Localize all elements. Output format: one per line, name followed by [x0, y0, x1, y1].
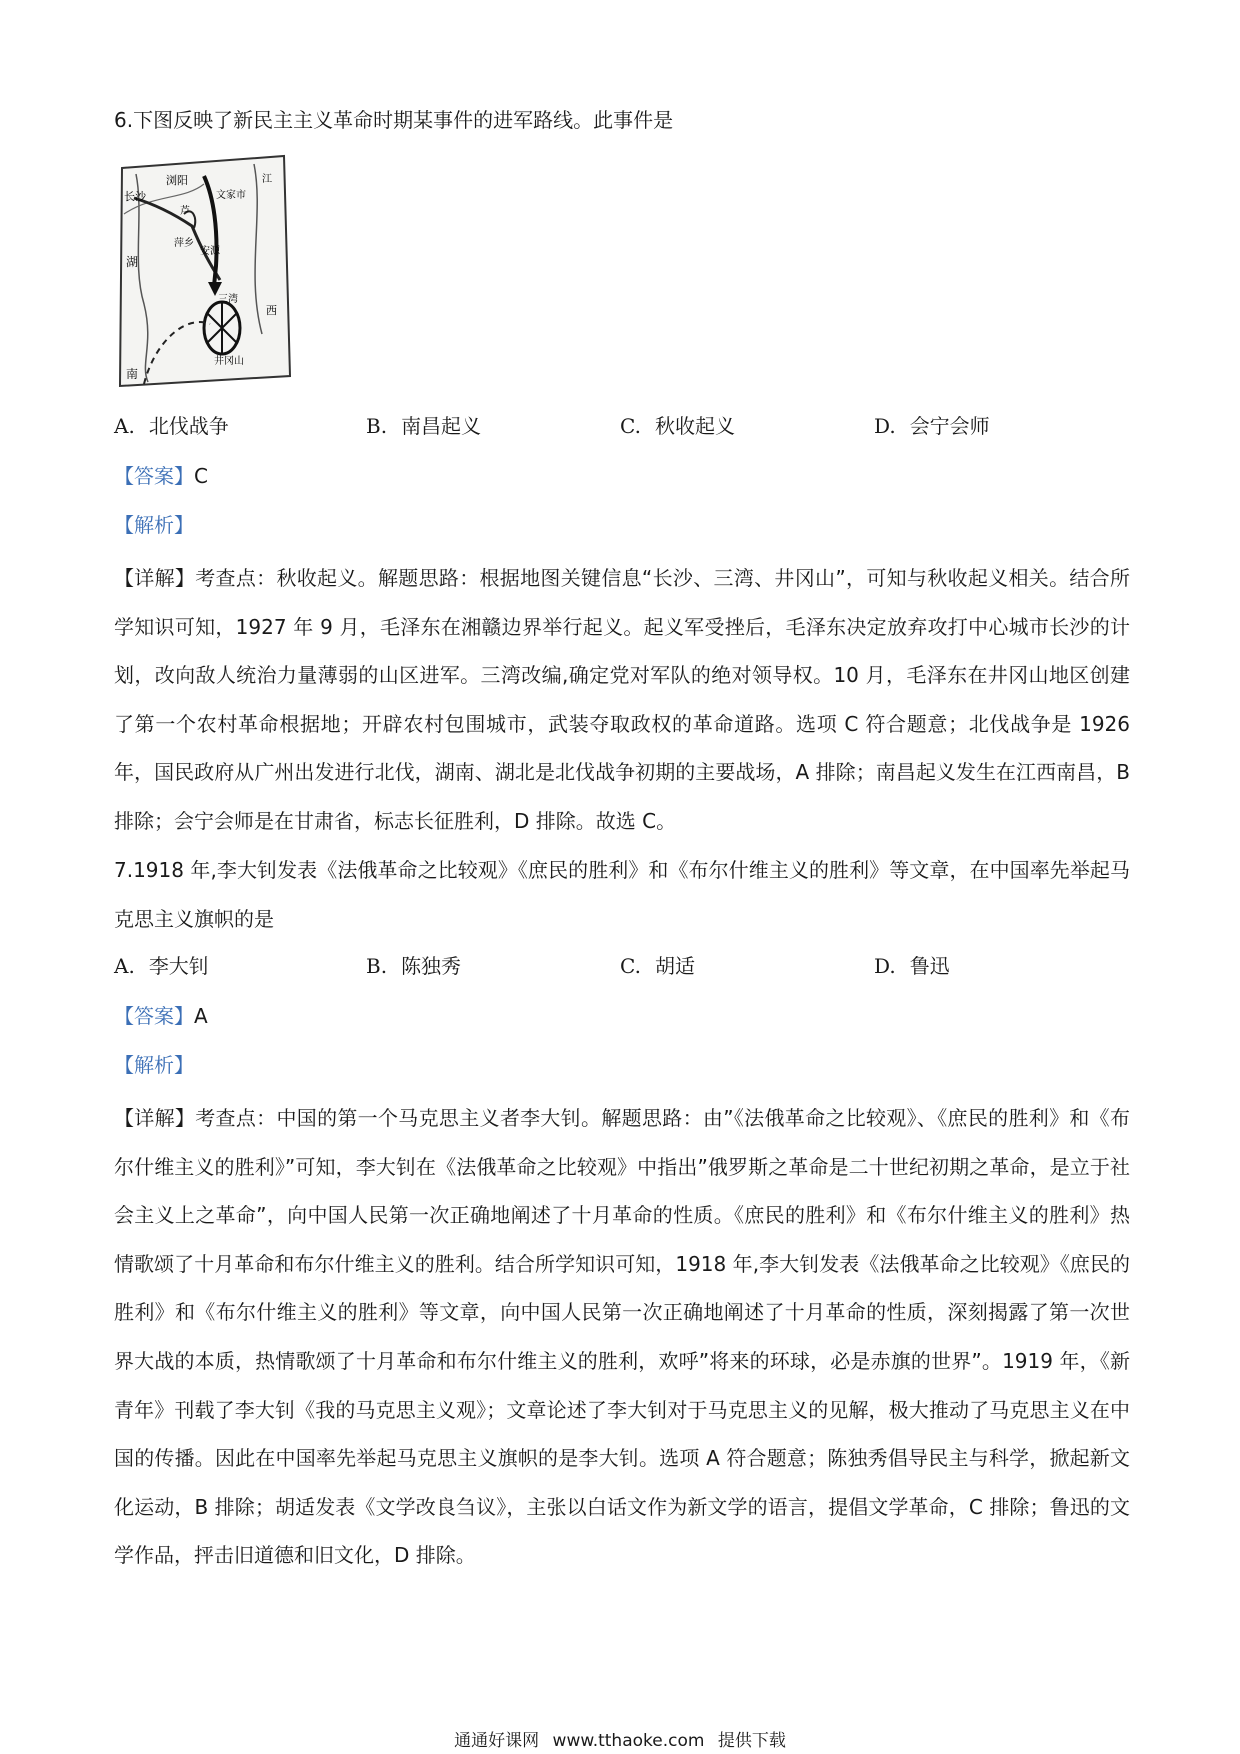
- label-nan: 南: [126, 367, 139, 381]
- q7-answer: [114, 1000, 208, 1029]
- q6-option-d[interactable]: D. 会宁会师: [874, 414, 990, 438]
- label-hu: 湖: [126, 255, 139, 269]
- q7-option-d[interactable]: D. 鲁迅: [874, 954, 950, 978]
- q7-detail: 【详解】考查点：中国的第一个马克思主义者李大钊。解题思路：由”《法俄革命之比较观》、《庶民的胜利》和《布尔什维主义的胜利》”可知，李大钊在《法俄革命之比较观》中指出”俄罗斯之革命是二十世纪初期之革命，是立于社会主义上之革命”，向中国人民第一次正确地阐述了十月革命的性质。《庶民的胜利》和《布尔什维主义的胜利》热情歌颂了十月革命和布尔什维主义的胜利。结合所学知识可知，1918 年,李大钊发表《法俄革命之比较观》《庶民的胜利》和《布尔什维主义的胜利》等文章，向中国人民第一次正确地阐述了十月革命的性质，深刻揭露了第一次世界大战的本质，热情歌颂了十月革命和布尔什维主义的胜利，欢呼”将来的环球，必是赤旗的世界”。1919 年，《新青年》刊载了李大钊《我的马克思主义观》；文章论述了李大钊对于马克思主义的见解，极大推动了马克思主义在中国的传播。因此在中国率先举起马克思主义旗帜的是李大钊。选项 A 符合题意；陈独秀倡导民主与科学，掀起新文化运动，B 排除；胡适发表《文学改良刍议》，主张以白话文作为新文学的语言，提倡文学革命，C 排除；鲁迅的文学作品，抨击旧道德和旧文化，D 排除。: [114, 1106, 1130, 1568]
- q6-option-b[interactable]: B. 南昌起义: [366, 414, 482, 438]
- q6-route-map: [114, 154, 296, 390]
- label-jinggangshan: 井冈山: [214, 356, 244, 367]
- answer-value: A: [194, 1004, 208, 1028]
- label-jiang: 江: [262, 174, 272, 185]
- q7-option-b[interactable]: B. 陈独秀: [366, 954, 462, 978]
- q6-options: [114, 410, 1130, 450]
- q7-title: 7.1918 年,李大钊发表《法俄革命之比较观》《庶民的胜利》和《布尔什维主义的胜利》等文章，在中国率先举起马克思主义旗帜的是: [114, 858, 1130, 931]
- footer-site-name: 通通好课网: [454, 1731, 540, 1751]
- label-wenjiashi: 文家市: [216, 190, 246, 201]
- q6-analysis-label: 【解析】: [114, 513, 194, 537]
- q7-option-a[interactable]: A. 李大钊: [114, 954, 209, 978]
- q6-detail: 【详解】考查点：秋收起义。解题思路：根据地图关键信息“长沙、三湾、井冈山”，可知与秋收起义相关。结合所学知识可知，1927 年 9 月，毛泽东在湘赣边界举行起义。起义军受挫后，毛泽东决定放弃攻打中心城市长沙的计划，改向敌人统治力量薄弱的山区进军。三湾改编,确定党对军队的绝对领导权。10 月，毛泽东在井冈山地区创建了第一个农村革命根据地；开辟农村包围城市，武装夺取政权的革命道路。选项 C 符合题意；北伐战争是 1926 年，国民政府从广州出发进行北伐，湖南、湖北是北伐战争初期的主要战场，A 排除；南昌起义发生在江西南昌，B 排除；会宁会师是在甘肃省，标志长征胜利，D 排除。故选 C。: [114, 566, 1130, 833]
- page-footer: [0, 1726, 1240, 1751]
- q7-analysis-label: 【解析】: [114, 1053, 194, 1077]
- answer-label: 【答案】: [114, 464, 194, 488]
- q6-option-c[interactable]: C. 秋收起义: [620, 414, 735, 438]
- label-pingxiang: 萍乡: [174, 238, 194, 249]
- label-anyuan: 安源: [200, 246, 220, 257]
- q7-option-c[interactable]: C. 胡适: [620, 954, 695, 978]
- q6-answer: [114, 460, 208, 489]
- footer-note: 提供下载: [717, 1731, 786, 1751]
- footer-url[interactable]: www.tthaoke.com: [552, 1731, 705, 1751]
- answer-label: 【答案】: [114, 1004, 194, 1028]
- label-lu: 芦: [180, 206, 190, 217]
- label-changsha: 长沙: [124, 190, 146, 203]
- q6-title: 6.下图反映了新民主主义革命时期某事件的进军路线。此事件是: [114, 108, 674, 132]
- label-xi: 西: [266, 304, 277, 317]
- answer-value: C: [194, 464, 208, 488]
- label-liuyang: 浏阳: [166, 174, 188, 187]
- q6-option-a[interactable]: A. 北伐战争: [114, 414, 229, 438]
- q7-options: [114, 950, 1130, 990]
- route-map-figure: [114, 154, 296, 390]
- label-sanwan: 三湾: [218, 294, 238, 305]
